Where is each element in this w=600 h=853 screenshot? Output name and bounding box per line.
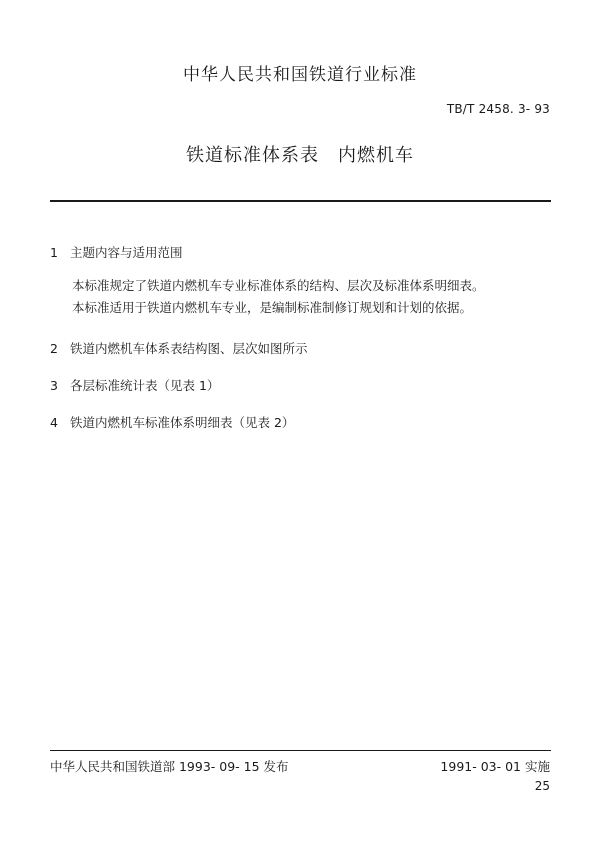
- section-title: 铁道内燃机车体系表结构图、层次如图所示: [70, 341, 308, 356]
- issue-statement: 中华人民共和国铁道部 1993- 09- 15 发布: [50, 759, 289, 774]
- industry-standard-title: 中华人民共和国铁道行业标准: [183, 65, 417, 85]
- section-title: 铁道内燃机车标准体系明细表（见表 2）: [70, 415, 295, 430]
- section-title: 主题内容与适用范围: [70, 245, 183, 260]
- page-number: 25: [534, 779, 550, 793]
- section-number: 2: [50, 341, 58, 356]
- section-1-paragraph: 本标准规定了铁道内燃机车专业标准体系的结构、层次及标准体系明细表。: [72, 278, 485, 293]
- footer-divider: [50, 750, 551, 751]
- section-1-paragraph: 本标准适用于铁道内燃机车专业，是编制标准制修订规划和计划的依据。: [72, 300, 473, 315]
- section-2-heading: [50, 339, 308, 357]
- section-number: 1: [50, 245, 58, 260]
- section-number: 3: [50, 378, 58, 393]
- standard-code: TB/T 2458. 3- 93: [446, 102, 550, 116]
- section-1-heading: [50, 243, 183, 261]
- header-divider: [50, 200, 551, 202]
- effective-date: 1991- 03- 01 实施: [440, 759, 550, 774]
- section-title: 各层标准统计表（见表 1）: [70, 378, 220, 393]
- document-title: 铁道标准体系表 内燃机车: [186, 145, 414, 166]
- section-3-heading: [50, 376, 219, 394]
- section-4-heading: [50, 413, 294, 431]
- section-number: 4: [50, 415, 58, 430]
